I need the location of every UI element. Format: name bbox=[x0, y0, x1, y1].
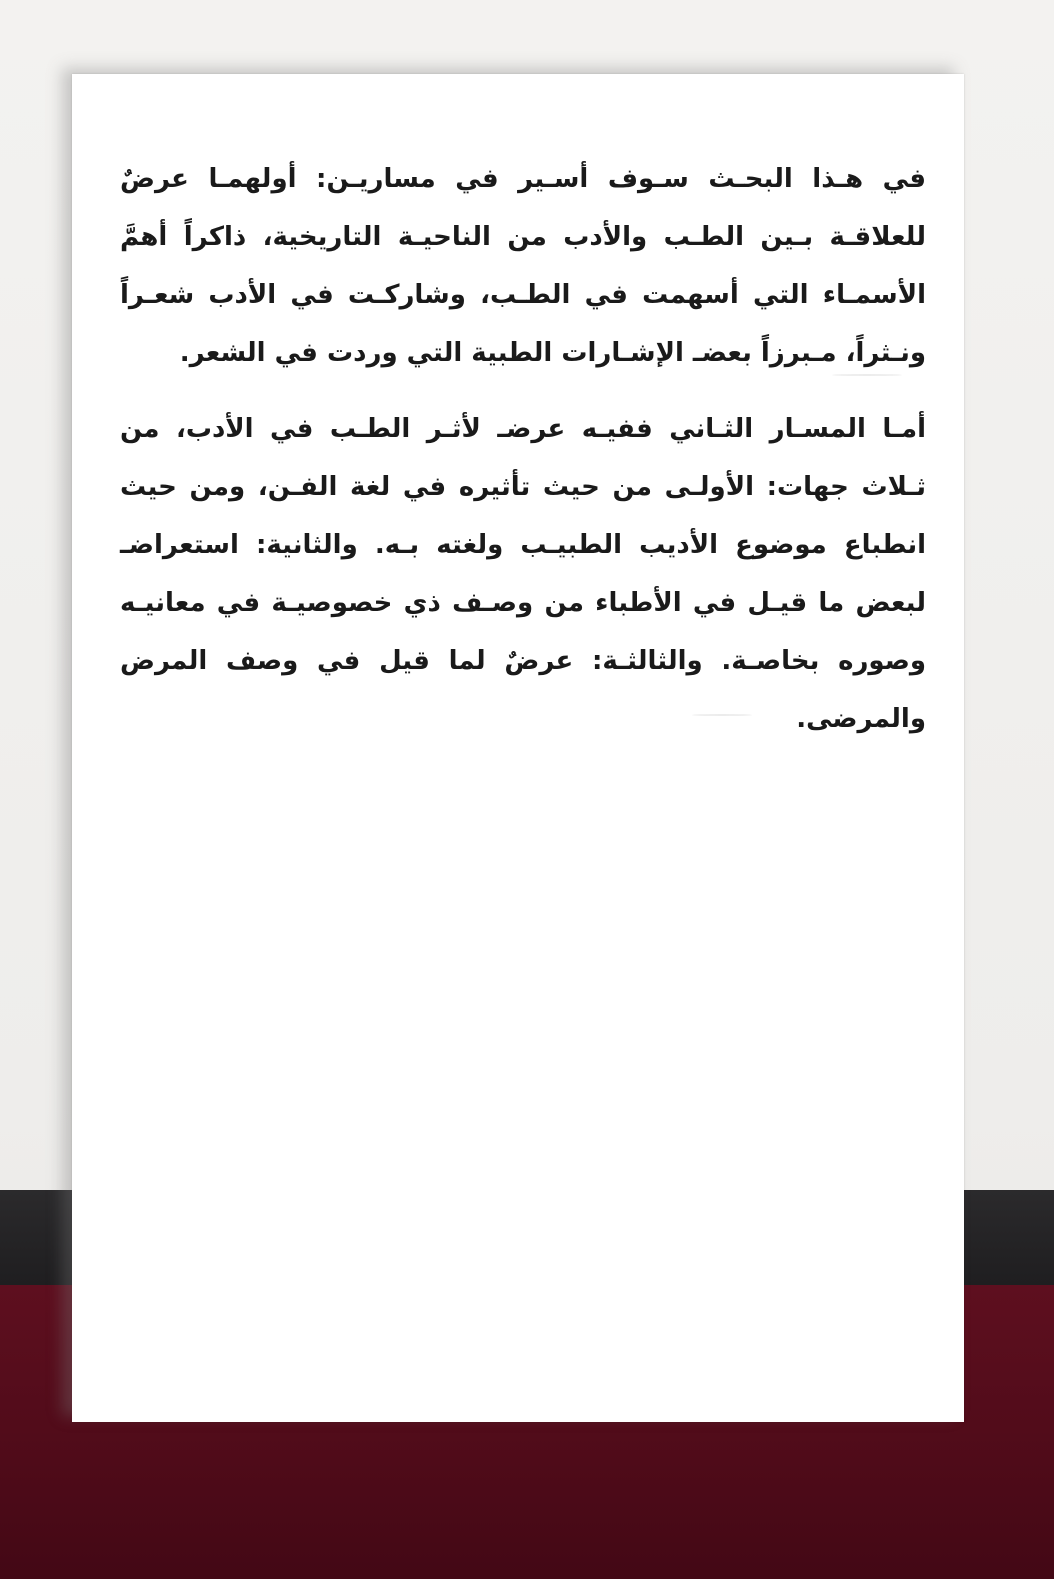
paragraph-2: أمـا المسـار الثـاني ففيـه عرضـ لأثـر الطـب في الأدب، من ثـلاث جهات: الأولـى من حيث تأثيره في لغة الفـن، ومن حيث انطباع موضوع الأديب الطبيـب ولغته بـه. والثانية: استعراضـ لبعض ما قيـل في الأطباء من وصـف ذي خصوصيـة في معانيـه وصوره بخاصـة. والثالثـة: عرضٌ لما قيل في وصف المرض والمرضى. bbox=[120, 414, 926, 734]
paragraph-1: في هـذا البحـث سـوف أسـير في مساريـن: أولهمـا عرضٌ للعلاقـة بـين الطـب والأدب من الناحيـة التاريخية، ذاكراً أهمَّ الأسمـاء التي أسهمت في الطـب، وشاركـت في الأدب شعـراً ونـثراً، مـبرزاً بعضـ الإشـارات الطبية التي وردت في الشعر. bbox=[120, 164, 926, 368]
text-panel bbox=[72, 74, 964, 1422]
description-text bbox=[120, 150, 926, 748]
